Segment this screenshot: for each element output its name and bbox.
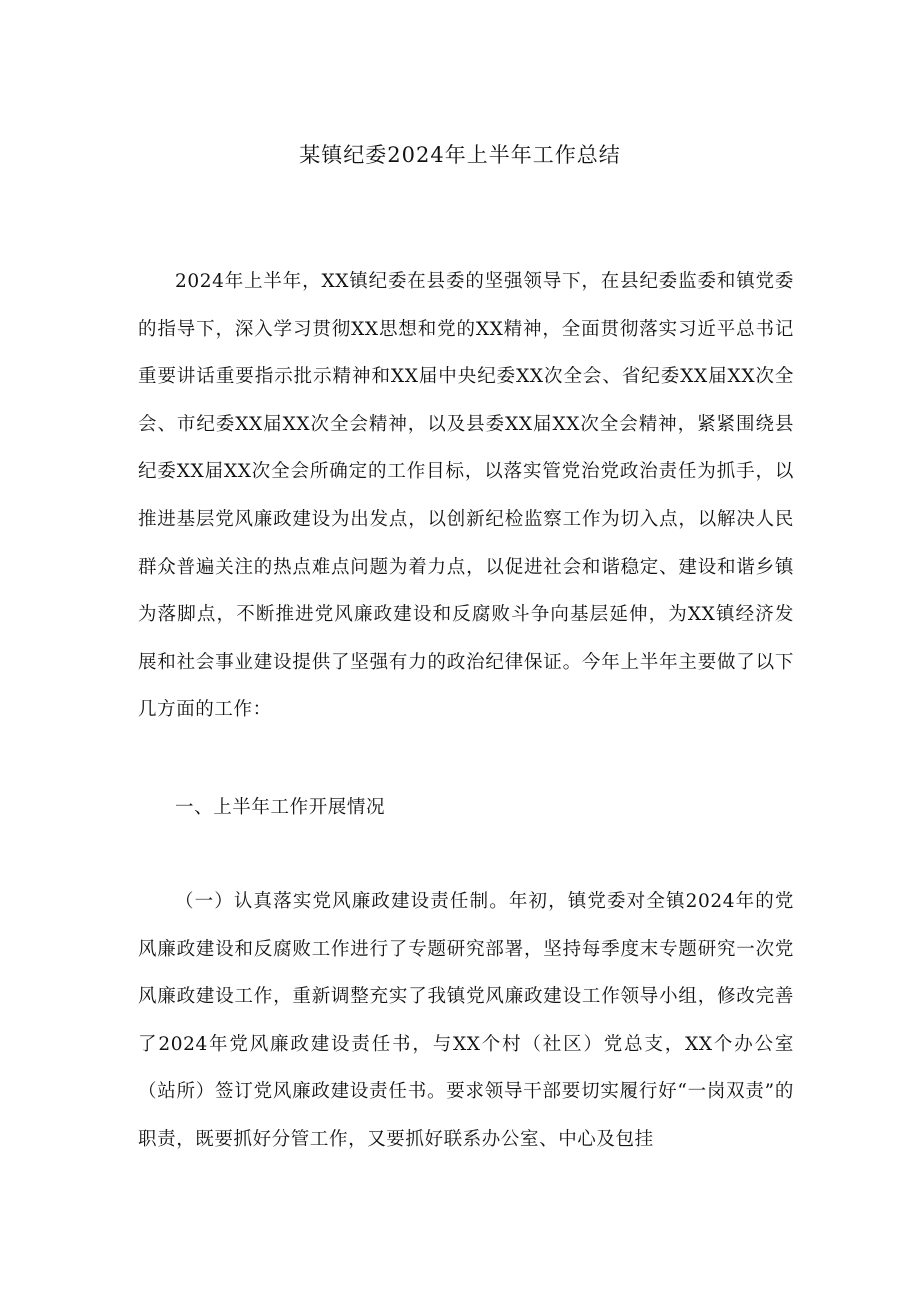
section-heading: 一、上半年工作开展情况 [175, 797, 386, 818]
subsection-paragraph: （一）认真落实党风廉政建设责任制。年初，镇党委对全镇2024年的党风廉政建设和反腐败工作进行了专题研究部署，坚持每季度末专题研究一次党风廉政建设工作，重新调整充实了我镇党风廉政建设工作领导小组，修改完善了2024年党风廉政建设责任书，与XX个村（社区）党总支，XX个办公室（站所）签订党风廉政建设责任书。要求领导干部要切实履行好“一岗双责”的职责，既要抓好分管工作，又要抓好联系办公室、中心及包挂 [138, 891, 794, 1150]
document-title: 某镇纪委2024年上半年工作总结 [299, 143, 621, 167]
intro-paragraph: 2024年上半年，XX镇纪委在县委的坚强领导下，在县纪委监委和镇党委的指导下，深入学习贯彻XX思想和党的XX精神，全面贯彻落实习近平总书记重要讲话重要指示批示精神和XX届中央纪委XX次全会、省纪委XX届XX次全会、市纪委XX届XX次全会精神，以及县委XX届XX次全会精神，紧紧围绕县纪委XX届XX次全会所确定的工作目标，以落实管党治党政治责任为抓手，以推进基层党风廉政建设为出发点，以创新纪检监察工作为切入点，以解决人民群众普遍关注的热点难点问题为着力点，以促进社会和谐稳定、建设和谐乡镇为落脚点，不断推进党风廉政建设和反腐败斗争向基层延伸，为XX镇经济发展和社会事业建设提供了坚强有力的政治纪律保证。今年上半年主要做了以下几方面的工作： [138, 271, 794, 721]
